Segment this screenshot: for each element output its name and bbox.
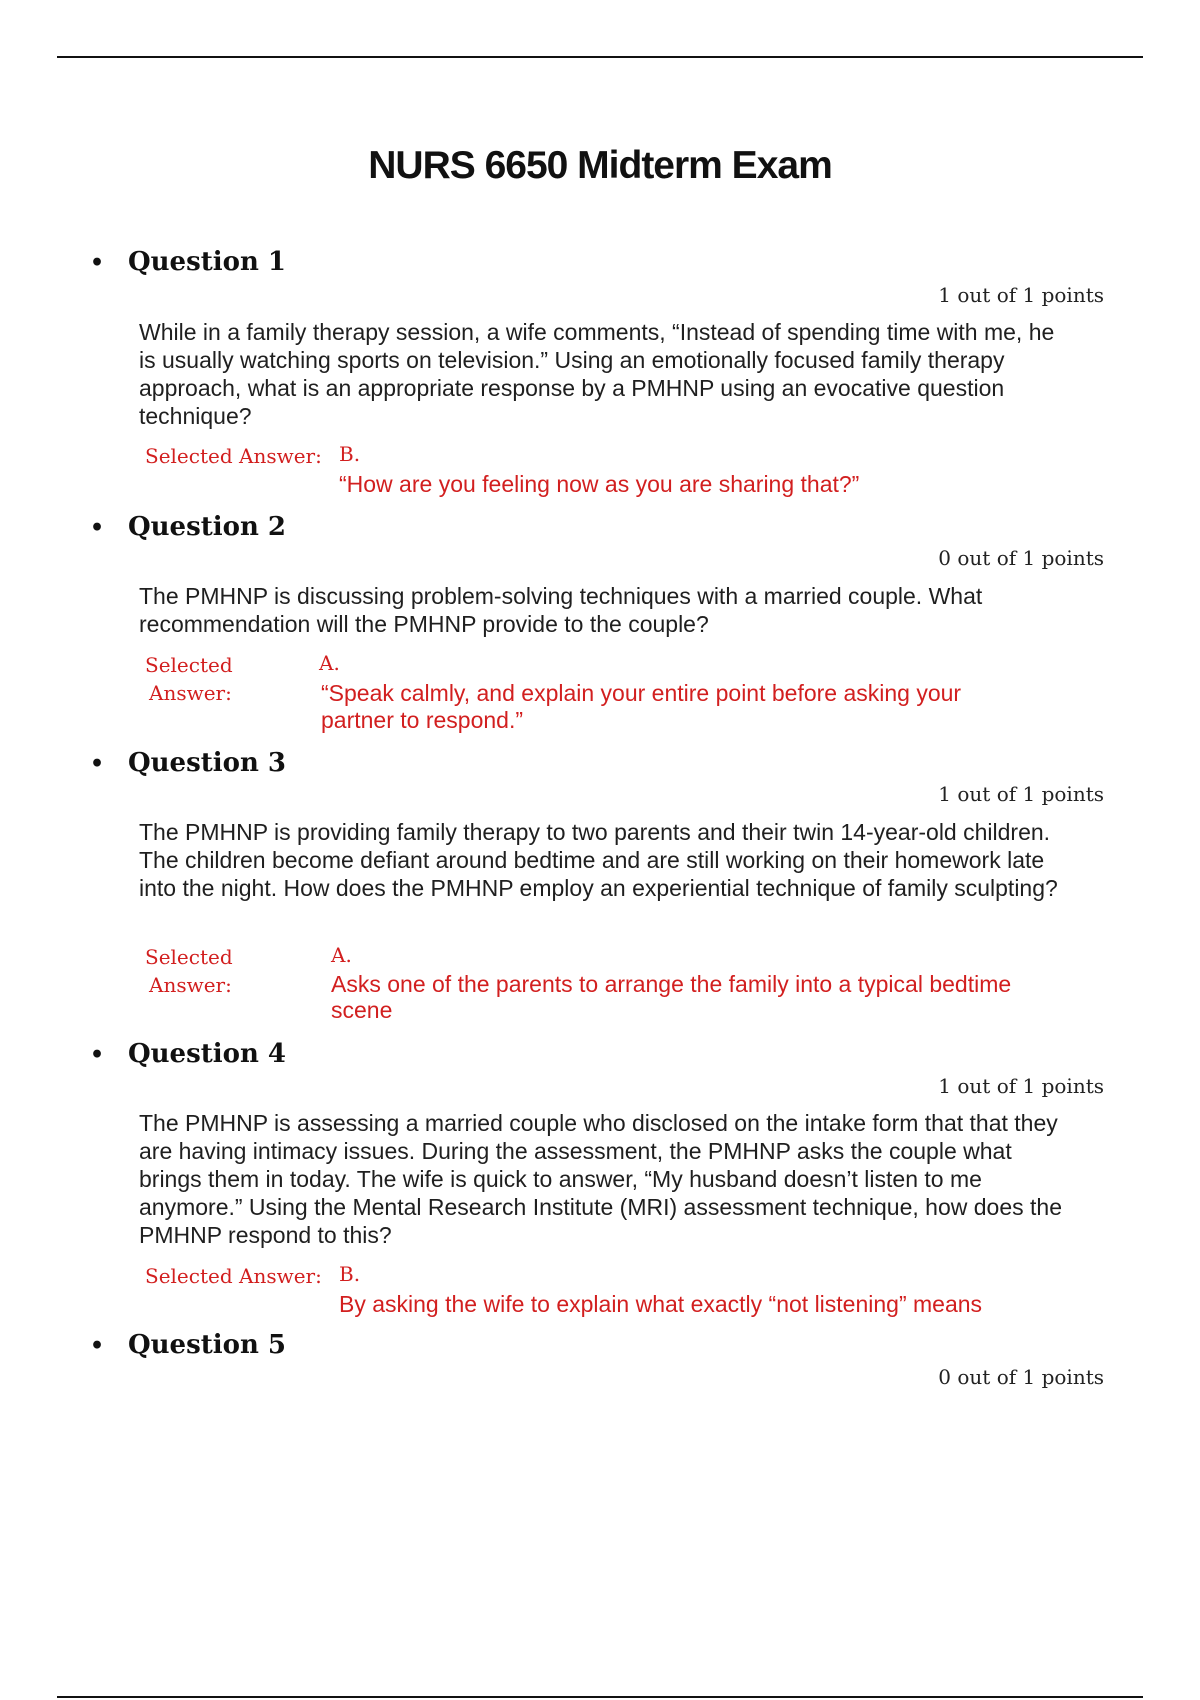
question-3-answer: Asks one of the parents to arrange the family into a typical bedtime scene <box>331 971 1012 1023</box>
question-2-answer-label: Answer: <box>149 681 232 705</box>
bullet-icon: • <box>90 515 105 541</box>
question-4-selected-label: Selected Answer: <box>145 1264 322 1288</box>
question-2-answer-letter: A. <box>319 651 340 675</box>
question-3-points: 1 out of 1 points <box>938 782 1104 806</box>
question-3-title: Question 3 <box>128 748 287 778</box>
question-4-answer: By asking the wife to explain what exactly “not listening” means <box>339 1291 983 1317</box>
question-1-heading <box>90 247 286 277</box>
question-4-points: 1 out of 1 points <box>938 1074 1104 1098</box>
bullet-icon: • <box>90 751 105 777</box>
bullet-icon: • <box>90 250 105 276</box>
question-3-text: The PMHNP is providing family therapy to two parents and their twin 14-year-old children. The children become defiant around bedtime and are still working on their homework late into the night. How does the PMHNP employ an experiential technique of family sculpting? <box>139 819 1058 901</box>
question-5-heading <box>90 1330 286 1360</box>
question-1-title: Question 1 <box>128 247 287 277</box>
question-1-answer-letter: B. <box>339 442 361 466</box>
question-4-title: Question 4 <box>128 1039 287 1069</box>
question-4-answer-letter: B. <box>339 1262 361 1286</box>
bottom-rule <box>57 1696 1143 1698</box>
question-2-title: Question 2 <box>128 512 287 542</box>
question-2-selected-label: Selected <box>145 653 233 677</box>
question-5-title: Question 5 <box>128 1330 287 1360</box>
question-1-points: 1 out of 1 points <box>938 283 1104 307</box>
question-2-answer: “Speak calmly, and explain your entire point before asking your partner to respond.” <box>321 680 962 733</box>
top-rule <box>57 56 1143 58</box>
question-2-points: 0 out of 1 points <box>938 546 1104 570</box>
question-1-text: While in a family therapy session, a wife comments, “Instead of spending time with me, he is usually watching sports on television.” Using an emotionally focused family therapy approach, what is an appropriate response by a PMHNP using an evocative question technique? <box>139 319 1055 429</box>
question-5-points: 0 out of 1 points <box>938 1365 1104 1389</box>
question-3-answer-label: Answer: <box>149 973 232 997</box>
page-title: NURS 6650 Midterm Exam <box>368 144 832 187</box>
bullet-icon: • <box>90 1333 105 1359</box>
question-1-answer: “How are you feeling now as you are sharing that?” <box>339 471 860 497</box>
bullet-icon: • <box>90 1042 105 1068</box>
question-3-selected-label: Selected <box>145 945 233 969</box>
question-4-heading <box>90 1039 286 1069</box>
question-2-text: The PMHNP is discussing problem-solving techniques with a married couple. What recommendation will the PMHNP provide to the couple? <box>139 583 983 637</box>
question-1-selected-label: Selected Answer: <box>145 444 322 468</box>
question-3-answer-letter: A. <box>331 943 352 967</box>
question-4-text: The PMHNP is assessing a married couple who disclosed on the intake form that that they are having intimacy issues. During the assessment, the PMHNP asks the couple what brings them in today. The wife is quick to answer, “My husband doesn’t listen to me anymore.” Using the Mental Research Institute (MRI) assessment technique, how does the PMHNP respond to this? <box>139 1110 1062 1248</box>
question-2-heading <box>90 512 286 542</box>
question-3-heading <box>90 748 286 778</box>
